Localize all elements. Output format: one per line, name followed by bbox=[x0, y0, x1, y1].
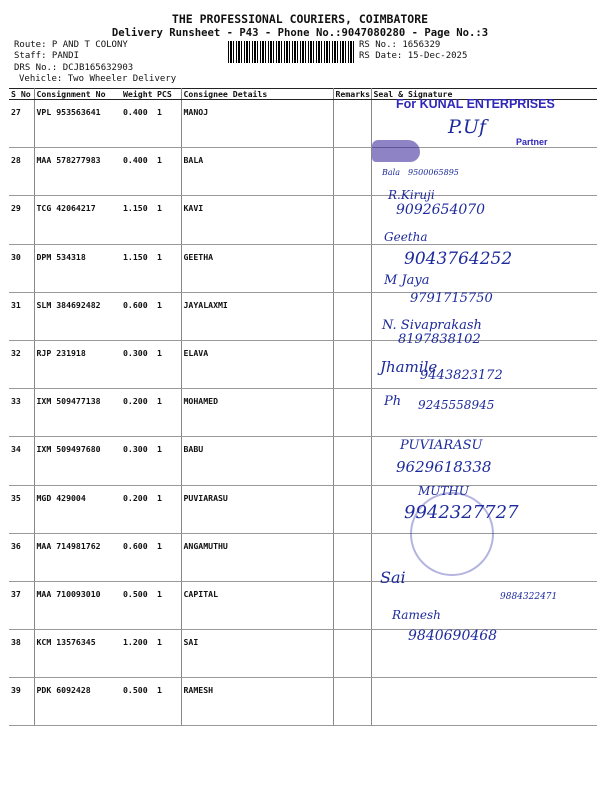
row-remarks bbox=[333, 437, 371, 485]
row-pcs: 1 bbox=[155, 244, 181, 292]
row-consignee: CAPITAL bbox=[181, 581, 333, 629]
row-remarks bbox=[333, 678, 371, 726]
row-pcs: 1 bbox=[155, 196, 181, 244]
row-remarks bbox=[333, 533, 371, 581]
row-pcs: 1 bbox=[155, 100, 181, 148]
handwritten-phone: 8197838102 bbox=[398, 332, 481, 347]
row-consignment-no: IXM 509477138 bbox=[34, 389, 121, 437]
row-remarks bbox=[333, 485, 371, 533]
drs-label: DRS No.: DCJB165632903 bbox=[14, 63, 134, 73]
row-consignee: ELAVA bbox=[181, 340, 333, 388]
row-remarks bbox=[333, 292, 371, 340]
handwritten-phone: 9245558945 bbox=[418, 398, 495, 412]
row-seal bbox=[371, 389, 597, 437]
row-weight: 1.150 bbox=[121, 196, 155, 244]
col-consignment: Consignment No bbox=[34, 89, 121, 100]
handwritten-signature: N. Sivaprakash bbox=[382, 318, 482, 333]
row-pcs: 1 bbox=[155, 340, 181, 388]
row-pcs: 1 bbox=[155, 148, 181, 196]
row-remarks bbox=[333, 581, 371, 629]
handwritten-signature: R.Kiruji bbox=[388, 188, 435, 202]
handwritten-phone: 9629618338 bbox=[396, 458, 492, 476]
row-weight: 0.300 bbox=[121, 340, 155, 388]
row-consignment-no: MAA 710093010 bbox=[34, 581, 121, 629]
row-consignee: RAMESH bbox=[181, 678, 333, 726]
row-consignment-no: IXM 509497680 bbox=[34, 437, 121, 485]
row-sno: 32 bbox=[9, 340, 34, 388]
handwritten-phone: 9443823172 bbox=[420, 368, 503, 383]
row-sno: 30 bbox=[9, 244, 34, 292]
handwritten-phone: 9500065895 bbox=[408, 168, 459, 177]
row-remarks bbox=[333, 389, 371, 437]
handwritten-phone: 9043764252 bbox=[404, 249, 513, 269]
row-consignment-no: DPM 534318 bbox=[34, 244, 121, 292]
partner-label: Partner bbox=[516, 137, 548, 147]
table-row bbox=[9, 437, 597, 485]
row-consignee: KAVI bbox=[181, 196, 333, 244]
row-sno: 34 bbox=[9, 437, 34, 485]
col-consignee: Consignee Details bbox=[181, 89, 333, 100]
table-row bbox=[9, 533, 597, 581]
row-pcs: 1 bbox=[155, 581, 181, 629]
row-pcs: 1 bbox=[155, 678, 181, 726]
row-weight: 0.600 bbox=[121, 292, 155, 340]
row-weight: 0.400 bbox=[121, 100, 155, 148]
row-remarks bbox=[333, 340, 371, 388]
table-row bbox=[9, 148, 597, 196]
row-consignee: GEETHA bbox=[181, 244, 333, 292]
company-title: THE PROFESSIONAL COURIERS, COIMBATORE bbox=[171, 12, 429, 26]
row-remarks bbox=[333, 630, 371, 678]
col-pcs: PCS bbox=[155, 89, 181, 100]
handwritten-signature: Geetha bbox=[384, 230, 428, 244]
row-consignee: SAI bbox=[181, 630, 333, 678]
row-consignment-no: MAA 714981762 bbox=[34, 533, 121, 581]
table-row bbox=[9, 630, 597, 678]
row-weight: 1.150 bbox=[121, 244, 155, 292]
rs-date: RS Date: 15-Dec-2025 bbox=[359, 51, 468, 61]
col-remarks: Remarks bbox=[333, 89, 371, 100]
row-consignment-no: TCG 42064217 bbox=[34, 196, 121, 244]
row-consignee: BALA bbox=[181, 148, 333, 196]
row-weight: 0.400 bbox=[121, 148, 155, 196]
handwritten-signature: Sai bbox=[380, 568, 406, 587]
row-sno: 39 bbox=[9, 678, 34, 726]
row-consignment-no: MAA 578277983 bbox=[34, 148, 121, 196]
runsheet-table bbox=[9, 88, 597, 726]
row-remarks bbox=[333, 244, 371, 292]
row-consignment-no: RJP 231918 bbox=[34, 340, 121, 388]
handwritten-signature: MUTHU bbox=[418, 484, 469, 498]
handwritten-signature: Jhamile bbox=[380, 358, 438, 376]
row-consignee: MOHAMED bbox=[181, 389, 333, 437]
handwritten-phone: 9791715750 bbox=[410, 291, 493, 306]
row-consignee: PUVIARASU bbox=[181, 485, 333, 533]
row-pcs: 1 bbox=[155, 292, 181, 340]
row-consignee: BABU bbox=[181, 437, 333, 485]
row-remarks bbox=[333, 148, 371, 196]
row-consignee: ANGAMUTHU bbox=[181, 533, 333, 581]
col-weight: Weight bbox=[121, 89, 155, 100]
row-seal bbox=[371, 581, 597, 629]
row-seal bbox=[371, 678, 597, 726]
handwritten-signature: Ramesh bbox=[392, 608, 441, 622]
row-sno: 33 bbox=[9, 389, 34, 437]
row-consignment-no: VPL 953563641 bbox=[34, 100, 121, 148]
row-sno: 28 bbox=[9, 148, 34, 196]
col-sno: S No bbox=[9, 89, 34, 100]
handwritten-phone: 9884322471 bbox=[500, 592, 558, 602]
row-weight: 0.500 bbox=[121, 678, 155, 726]
table-row bbox=[9, 389, 597, 437]
ink-smudge bbox=[372, 140, 420, 162]
row-sno: 35 bbox=[9, 485, 34, 533]
row-remarks bbox=[333, 196, 371, 244]
row-sno: 37 bbox=[9, 581, 34, 629]
row-sno: 38 bbox=[9, 630, 34, 678]
rs-number: RS No.: 1656329 bbox=[359, 40, 441, 50]
handwritten-signature: PUVIARASU bbox=[400, 438, 483, 453]
row-sno: 29 bbox=[9, 196, 34, 244]
row-weight: 0.200 bbox=[121, 389, 155, 437]
row-pcs: 1 bbox=[155, 485, 181, 533]
row-pcs: 1 bbox=[155, 630, 181, 678]
row-weight: 0.300 bbox=[121, 437, 155, 485]
row-weight: 1.200 bbox=[121, 630, 155, 678]
table-row bbox=[9, 292, 597, 340]
handwritten-phone: 9840690468 bbox=[408, 628, 498, 644]
handwritten-signature: Bala bbox=[382, 168, 400, 177]
barcode bbox=[228, 41, 356, 63]
row-pcs: 1 bbox=[155, 533, 181, 581]
company-stamp: For KUNAL ENTERPRISES bbox=[396, 97, 555, 111]
stamp-signature: P.Uf bbox=[448, 116, 487, 138]
row-pcs: 1 bbox=[155, 437, 181, 485]
handwritten-phone: 9942327727 bbox=[404, 502, 519, 523]
runsheet-subtitle: Delivery Runsheet - P43 - Phone No.:9047080280 - Page No.:3 bbox=[111, 27, 489, 39]
row-sno: 27 bbox=[9, 100, 34, 148]
row-weight: 0.500 bbox=[121, 581, 155, 629]
handwritten-phone: 9092654070 bbox=[396, 202, 486, 218]
row-pcs: 1 bbox=[155, 389, 181, 437]
row-consignee: MANOJ bbox=[181, 100, 333, 148]
handwritten-signature: Ph bbox=[384, 394, 402, 409]
table-row bbox=[9, 678, 597, 726]
row-consignment-no: PDK 6092428 bbox=[34, 678, 121, 726]
staff-label: Staff: PANDI bbox=[14, 51, 80, 61]
row-consignment-no: MGD 429004 bbox=[34, 485, 121, 533]
row-sno: 36 bbox=[9, 533, 34, 581]
row-consignment-no: KCM 13576345 bbox=[34, 630, 121, 678]
row-weight: 0.200 bbox=[121, 485, 155, 533]
row-sno: 31 bbox=[9, 292, 34, 340]
vehicle-label: Vehicle: Two Wheeler Delivery bbox=[19, 74, 177, 84]
row-consignment-no: SLM 384692482 bbox=[34, 292, 121, 340]
row-weight: 0.600 bbox=[121, 533, 155, 581]
row-consignee: JAYALAXMI bbox=[181, 292, 333, 340]
table-row bbox=[9, 581, 597, 629]
table-row bbox=[9, 196, 597, 244]
table-row bbox=[9, 340, 597, 388]
route-label: Route: P AND T COLONY bbox=[14, 40, 128, 50]
handwritten-signature: M Jaya bbox=[384, 273, 430, 288]
col-seal: Seal & Signature bbox=[371, 89, 597, 100]
row-remarks bbox=[333, 100, 371, 148]
